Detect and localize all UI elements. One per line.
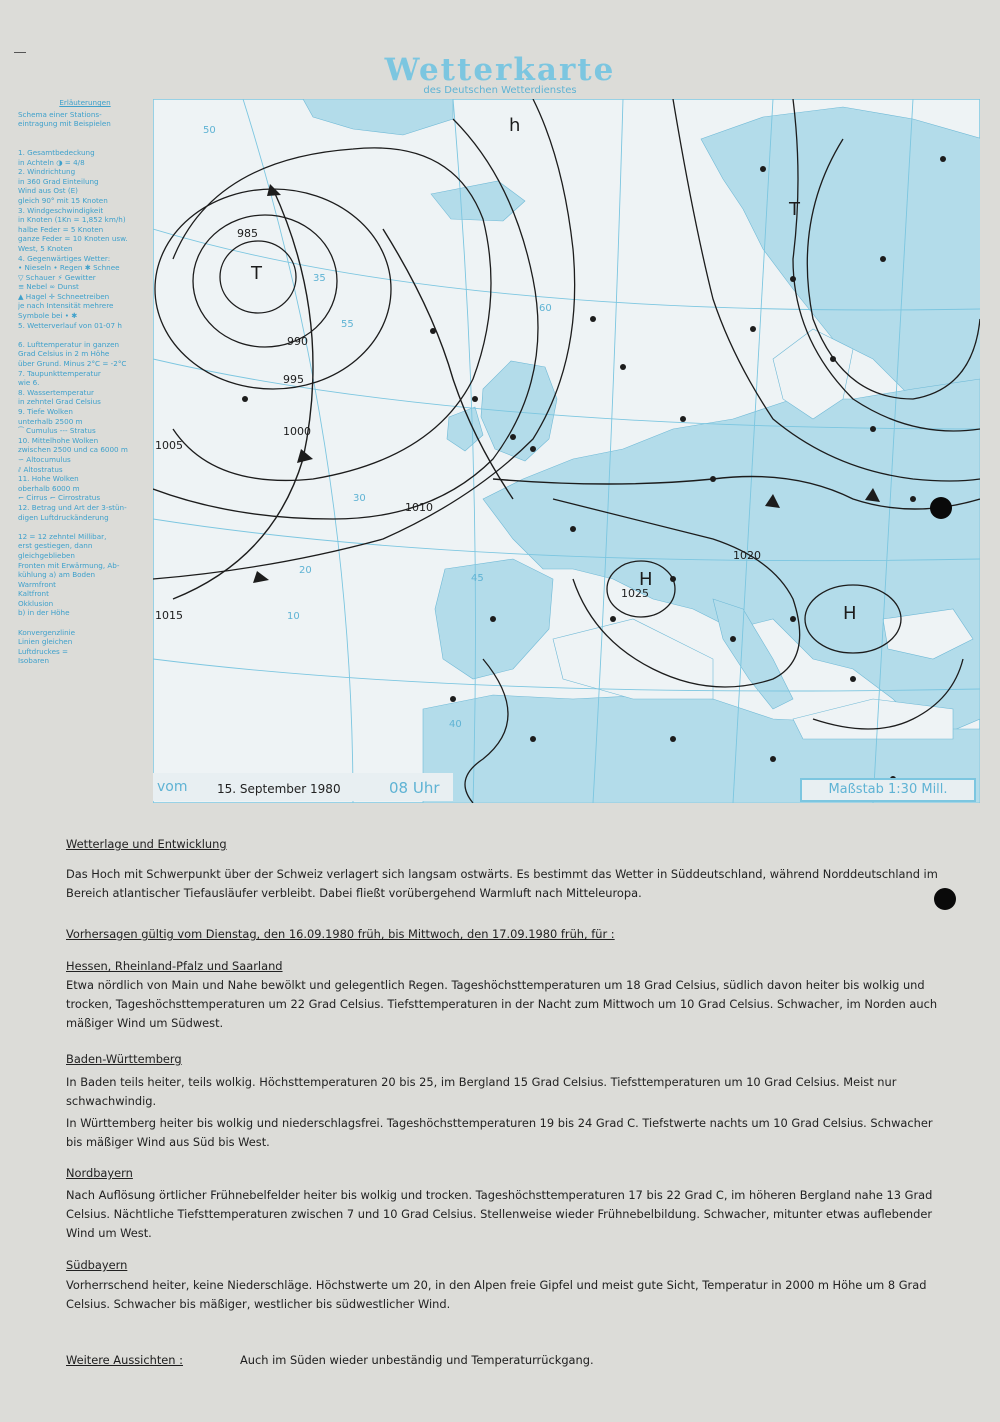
legend-line: 12 = 12 zehntel Millibar, <box>18 531 107 541</box>
legend-line: 1. Gesamtbedeckung <box>18 147 95 157</box>
legend-line: 7. Taupunkttemperatur <box>18 368 101 378</box>
legend-line: 2. Windrichtung <box>18 167 76 177</box>
legend-line: gleich 90° mit 15 Knoten <box>18 195 108 205</box>
situation-heading: Wetterlage und Entwicklung <box>66 837 227 851</box>
isobar-label: 1020 <box>733 549 761 562</box>
legend-line: Symbole bei • ✱ <box>18 311 78 321</box>
station-dot <box>472 396 478 402</box>
high-pressure-label: h <box>509 115 521 136</box>
station-dot <box>450 696 456 702</box>
legend-line <box>18 522 152 532</box>
legend-line: 5. Wetterverlauf von 01-07 h <box>18 320 122 330</box>
station-dot <box>570 526 576 532</box>
legend-line: ≡ Nebel ∞ Dunst <box>18 282 79 292</box>
map-date: 15. September 1980 <box>217 782 341 796</box>
legend-line: über Grund. Minus 2°C = -2°C <box>18 359 127 369</box>
legend-line: oberhalb 6000 m <box>18 483 80 493</box>
station-dot <box>610 616 616 622</box>
legend-line: halbe Feder = 5 Knoten <box>18 224 104 234</box>
legend-heading: Erläuterungen <box>59 98 111 107</box>
legend-line: Luftdruckes = <box>18 646 69 656</box>
legend-line: ganze Feder = 10 Knoten usw. <box>18 234 128 244</box>
station-dot <box>760 166 766 172</box>
station-dot <box>242 396 248 402</box>
legend-line: Okklusion <box>18 598 54 608</box>
station-dot <box>590 316 596 322</box>
legend-line: ⁀ Cumulus --- Stratus <box>18 426 96 436</box>
legend-line: 9. Tiefe Wolken <box>18 407 73 416</box>
station-dot <box>750 326 756 332</box>
station-dot <box>770 756 776 762</box>
legend-line: 3. Windgeschwindigkeit <box>18 205 104 215</box>
legend-line: Konvergenzlinie <box>18 627 76 637</box>
isobar-label: 1025 <box>621 587 649 600</box>
legend-line: Kaltfront <box>18 589 49 599</box>
legend-line <box>18 129 152 139</box>
legend-line: West, 5 Knoten <box>18 243 73 253</box>
isobar-label: 985 <box>237 227 258 240</box>
legend-line: in 360 Grad Einteilung <box>18 176 99 186</box>
weather-map <box>153 99 980 803</box>
legend-line: ∽ Altocumulus <box>18 454 71 464</box>
region-text-baden: In Baden teils heiter, teils wolkig. Höchsttemperaturen 20 bis 25, im Bergland 15 Grad Celsius. Tiefsttemperaturen um 10 Grad Celsius. Meist nur schwachwindig. <box>66 1075 897 1108</box>
legend-line: 12. Betrag und Art der 3-stün- <box>18 502 127 512</box>
low-pressure-label: T <box>789 199 800 220</box>
region-heading-suedbayern: Südbayern <box>66 1258 128 1272</box>
region-heading-hessen: Hessen, Rheinland-Pfalz und Saarland <box>66 959 283 973</box>
isobar-label: 1015 <box>155 609 183 622</box>
station-dot <box>620 364 626 370</box>
legend-line: wie 6. <box>18 378 40 388</box>
legend-line: ▽ Schauer ⚡ Gewitter <box>18 272 96 282</box>
legend-line: 11. Hohe Wolken <box>18 474 79 484</box>
legend-line: 8. Wassertemperatur <box>18 387 94 397</box>
legend-line: Wind aus Ost (E) <box>18 186 78 196</box>
edge-mark <box>14 52 26 53</box>
legend-line: gleichgeblieben <box>18 550 75 560</box>
latitude-label: 45 <box>471 573 484 584</box>
station-dot <box>680 416 686 422</box>
station-dot <box>870 426 876 432</box>
latitude-label: 10 <box>287 611 300 622</box>
station-dot <box>510 434 516 440</box>
legend-line: in Knoten (1Kn = 1,852 km/h) <box>18 215 126 225</box>
legend-line: Linien gleichen <box>18 637 73 647</box>
latitude-label: 30 <box>353 493 366 504</box>
legend-line <box>18 330 152 340</box>
map-subtitle: des Deutschen Wetterdienstes <box>423 85 577 96</box>
isobar-label: 990 <box>287 335 308 348</box>
isobar-label: 1000 <box>283 425 311 438</box>
weather-map-svg <box>153 99 980 803</box>
station-dot <box>670 576 676 582</box>
region-heading-bw: Baden-Württemberg <box>66 1052 182 1066</box>
station-dot <box>490 616 496 622</box>
legend-line: eintragung mit Beispielen <box>18 119 111 129</box>
situation-text: Das Hoch mit Schwerpunkt über der Schweiz verlagert sich langsam ostwärts. Es bestimmt das Wetter in Süddeutschland, während Norddeutschland im Bereich atlantischer Tiefausläufer verbleibt. Dabei fließt vorübergehend Warmluft nach Mitteleuropa. <box>66 867 938 900</box>
legend-line: erst gestiegen, dann <box>18 541 93 551</box>
outlook-text: Auch im Süden wieder unbeständig und Temperaturrückgang. <box>240 1353 594 1367</box>
station-dot <box>880 256 886 262</box>
region-text-hessen: Etwa nördlich von Main und Nahe bewölkt und gelegentlich Regen. Tageshöchsttemperaturen um 18 Grad Celsius, südlich davon heiter bis wolkig und trocken, Tageshöchsttemperaturen um 22 Grad Celsius. Tiefsttemperaturen in der Nacht zum Mittwoch um 10 Grad Celsius. Schwacher, im Norden auch mäßiger Wind um Südwest. <box>66 978 938 1030</box>
forecast-heading: Vorhersagen gültig vom Dienstag, den 16.09.1980 früh, bis Mittwoch, den 17.09.1980 früh, für : <box>66 927 615 941</box>
region-text-wuerttemberg: In Württemberg heiter bis wolkig und niederschlagsfrei. Tageshöchsttemperaturen 19 bis 24 Grad C. Tiefstwerte nachts um 10 Grad Celsius. Schwacher bis mäßiger Wind aus Süd bis West. <box>66 1116 933 1149</box>
legend-line <box>18 618 152 628</box>
legend-line: ⌐ Cirrus ⌐ Cirrostratus <box>18 493 101 503</box>
station-dot <box>530 736 536 742</box>
map-title: Wetterkarte <box>384 52 616 88</box>
outlook-label: Weitere Aussichten : <box>66 1353 183 1367</box>
station-dot <box>790 276 796 282</box>
punch-hole <box>930 497 952 519</box>
legend-line: digen Luftdruckänderung <box>18 512 109 522</box>
isobar-label: 1005 <box>155 439 183 452</box>
map-date-prefix: vom <box>157 779 188 795</box>
legend-line: ⫽ Altostratus <box>18 464 63 474</box>
region-text-nordbayern: Nach Auflösung örtlicher Frühnebelfelder heiter bis wolkig und trocken. Tageshöchsttemperaturen 17 bis 22 Grad C, im höheren Bergland nahe 13 Grad Celsius. Nächtliche Tiefsttemperaturen zwischen 7 und 10 Grad Celsius. Stellenweise wieder Frühnebelbildung. Schwacher, mitunter etwas auflebender Wind um West. <box>66 1188 933 1240</box>
legend-line: 4. Gegenwärtiges Wetter: <box>18 253 111 263</box>
station-dot <box>790 616 796 622</box>
station-dot <box>940 156 946 162</box>
legend-panel <box>18 98 152 666</box>
station-dot <box>830 356 836 362</box>
map-scale: Maßstab 1:30 Mill. <box>800 778 976 802</box>
latitude-label: 40 <box>449 719 462 730</box>
station-dot <box>530 446 536 452</box>
legend-line: Warmfront <box>18 579 56 589</box>
legend-line: • Nieseln • Regen ✱ Schnee <box>18 263 120 273</box>
legend-line: zwischen 2500 und ca 6000 m <box>18 445 128 455</box>
low-pressure-label: T <box>251 263 262 284</box>
high-pressure-label: H <box>639 569 653 590</box>
legend-line: Fronten mit Erwärmung, Ab- <box>18 560 120 570</box>
station-dot <box>730 636 736 642</box>
legend-line: in Achteln ◑ = 4/8 <box>18 157 85 167</box>
latitude-label: 20 <box>299 565 312 576</box>
region-heading-nordbayern: Nordbayern <box>66 1166 133 1180</box>
legend-line: in zehntel Grad Celsius <box>18 397 101 407</box>
latitude-label: 35 <box>313 273 326 284</box>
legend-line: 6. Lufttemperatur in ganzen <box>18 339 120 349</box>
station-dot <box>670 736 676 742</box>
legend-line: Isobaren <box>18 656 50 666</box>
isobar-label: 995 <box>283 373 304 386</box>
legend-line: je nach Intensität mehrere <box>18 301 114 311</box>
latitude-label: 60 <box>539 303 552 314</box>
high-pressure-label: H <box>843 603 857 624</box>
legend-line: unterhalb 2500 m <box>18 416 83 426</box>
map-date-box <box>153 773 453 801</box>
legend-line: Schema einer Stations- <box>18 109 102 119</box>
legend-line: kühlung a) am Boden <box>18 570 96 580</box>
legend-lines <box>18 110 152 666</box>
region-text-suedbayern: Vorherrschend heiter, keine Niederschläge. Höchstwerte um 20, in den Alpen freie Gipfel und meist gute Sicht, Temperatur in 2000 m Höhe um 8 Grad Celsius. Schwacher bis mäßiger, westlicher bis südwestlicher Wind. <box>66 1278 927 1311</box>
legend-line: ▲ Hagel ✛ Schneetreiben <box>18 291 110 301</box>
legend-line: 10. Mittelhohe Wolken <box>18 435 99 445</box>
station-dot <box>430 328 436 334</box>
legend-line: Grad Celsius in 2 m Höhe <box>18 349 110 359</box>
latitude-label: 50 <box>203 125 216 136</box>
station-dot <box>710 476 716 482</box>
map-time: 08 Uhr <box>389 779 440 797</box>
latitude-label: 55 <box>341 319 354 330</box>
station-dot <box>910 496 916 502</box>
legend-line: b) in der Höhe <box>18 608 70 618</box>
station-dot <box>850 676 856 682</box>
legend-line <box>18 138 152 148</box>
isobar-label: 1010 <box>405 501 433 514</box>
